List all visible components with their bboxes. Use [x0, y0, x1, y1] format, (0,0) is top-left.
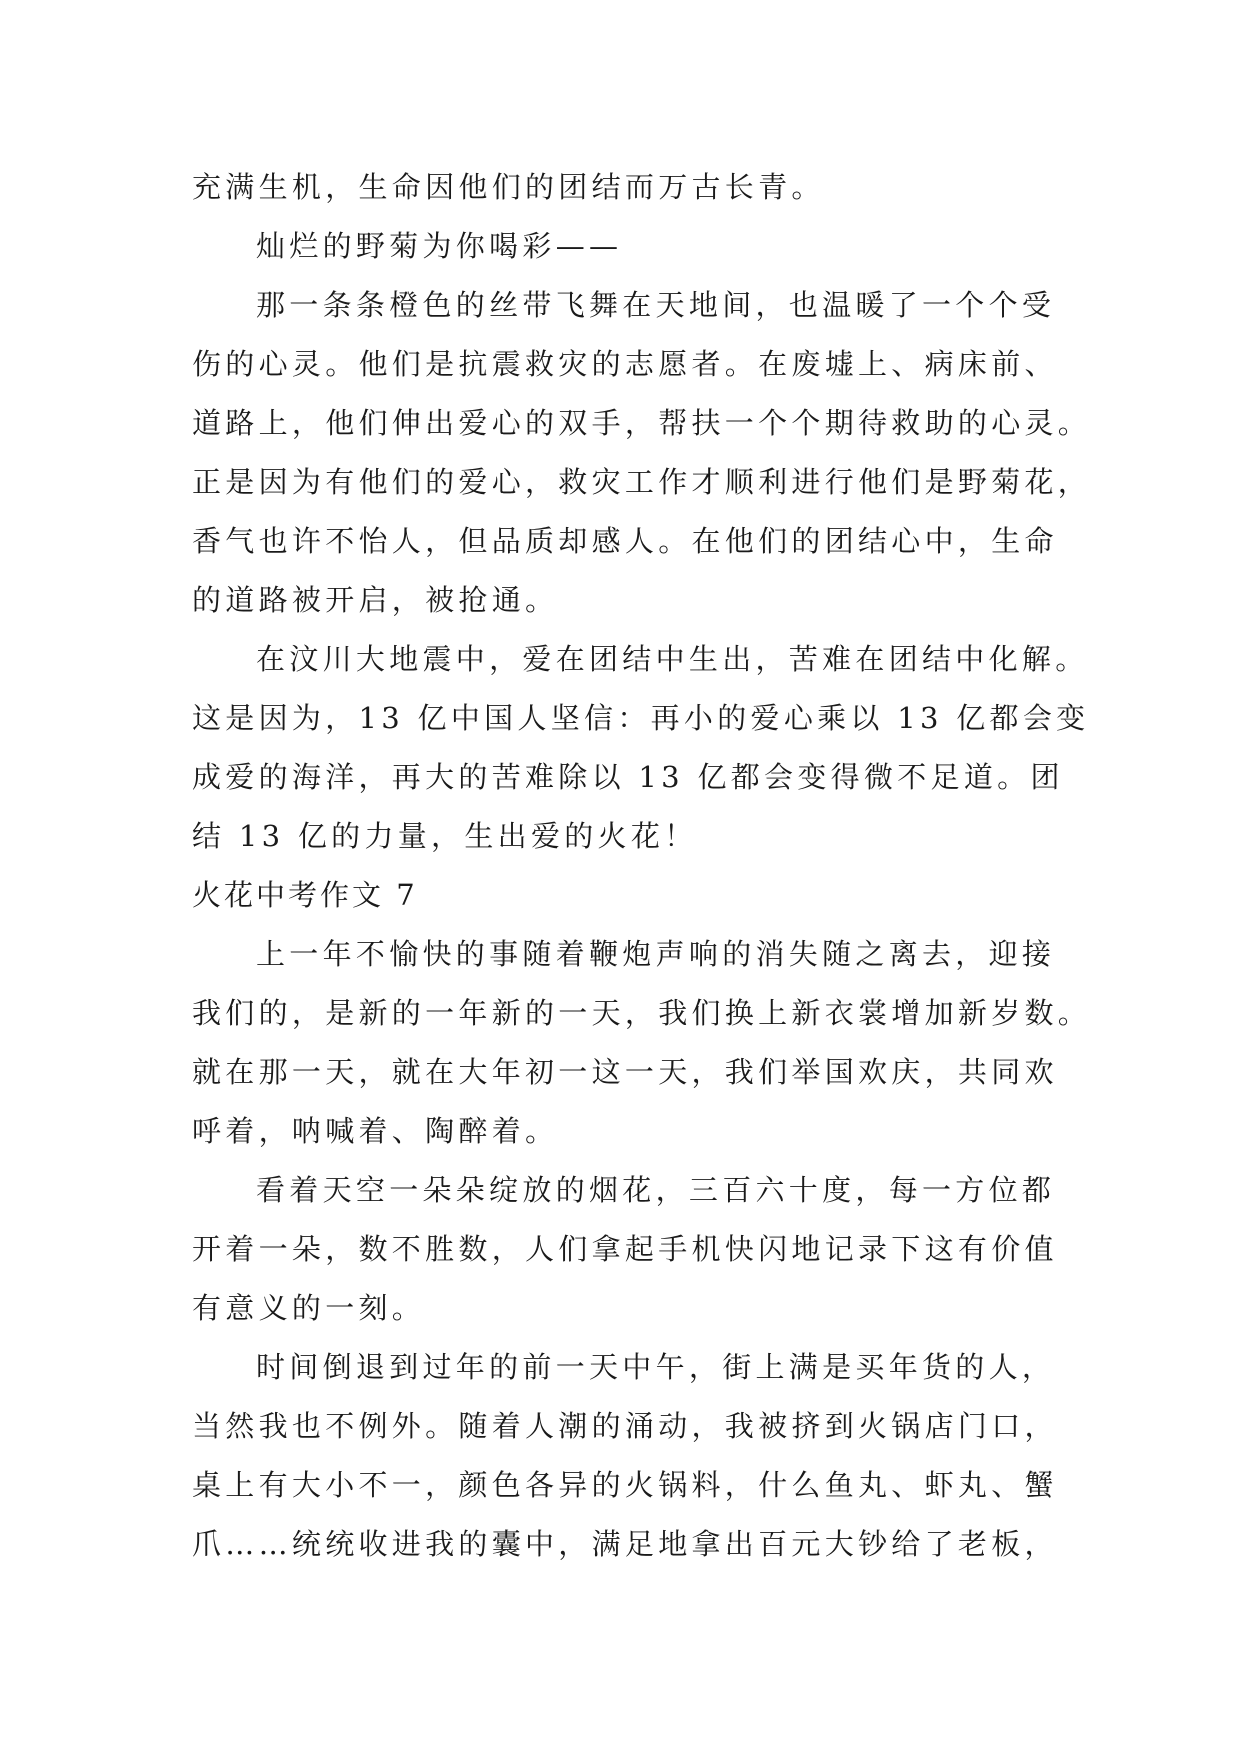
- text-line: 正是因为有他们的爱心，救灾工作才顺利进行他们是野菊花，: [192, 465, 1092, 499]
- text-line: 当然我也不例外。随着人潮的涌动，我被挤到火锅店门口，: [192, 1409, 1058, 1443]
- text-line: 看着天空一朵朵绽放的烟花，三百六十度，每一方位都: [256, 1173, 1056, 1207]
- text-line: 有意义的一刻。: [192, 1291, 426, 1325]
- text-line: 呼着，呐喊着、陶醉着。: [192, 1114, 559, 1148]
- text-line: 这是因为，13 亿中国人坚信：再小的爱心乘以 13 亿都会变: [192, 701, 1090, 735]
- text-line: 爪……统统收进我的囊中，满足地拿出百元大钞给了老板，: [192, 1527, 1058, 1561]
- text-line: 结 13 亿的力量，生出爱的火花！: [192, 819, 698, 853]
- text-line: 上一年不愉快的事随着鞭炮声响的消失随之离去，迎接: [256, 937, 1056, 971]
- text-line: 道路上，他们伸出爱心的双手，帮扶一个个期待救助的心灵。: [192, 406, 1092, 440]
- text-line: 我们的，是新的一年新的一天，我们换上新衣裳增加新岁数。: [192, 996, 1092, 1030]
- text-line: 就在那一天，就在大年初一这一天，我们举国欢庆，共同欢: [192, 1055, 1058, 1089]
- text-line: 成爱的海洋，再大的苦难除以 13 亿都会变得微不足道。团: [192, 760, 1064, 794]
- text-line: 伤的心灵。他们是抗震救灾的志愿者。在废墟上、病床前、: [192, 347, 1058, 381]
- text-line: 开着一朵，数不胜数，人们拿起手机快闪地记录下这有价值: [192, 1232, 1058, 1266]
- text-line: 在汶川大地震中，爱在团结中生出，苦难在团结中化解。: [256, 642, 1089, 676]
- text-line: 香气也许不怡人，但品质却感人。在他们的团结心中，生命: [192, 524, 1058, 558]
- text-line: 灿烂的野菊为你喝彩——: [256, 229, 623, 263]
- text-line: 那一条条橙色的丝带飞舞在天地间，也温暖了一个个受: [256, 288, 1056, 322]
- text-line: 桌上有大小不一，颜色各异的火锅料，什么鱼丸、虾丸、蟹: [192, 1468, 1058, 1502]
- text-line: 充满生机，生命因他们的团结而万古长青。: [192, 170, 825, 204]
- document-body: [192, 158, 1092, 1574]
- section-heading: 火花中考作文 7: [192, 878, 418, 912]
- text-line: 时间倒退到过年的前一天中午，街上满是买年货的人，: [256, 1350, 1056, 1384]
- text-line: 的道路被开启，被抢通。: [192, 583, 559, 617]
